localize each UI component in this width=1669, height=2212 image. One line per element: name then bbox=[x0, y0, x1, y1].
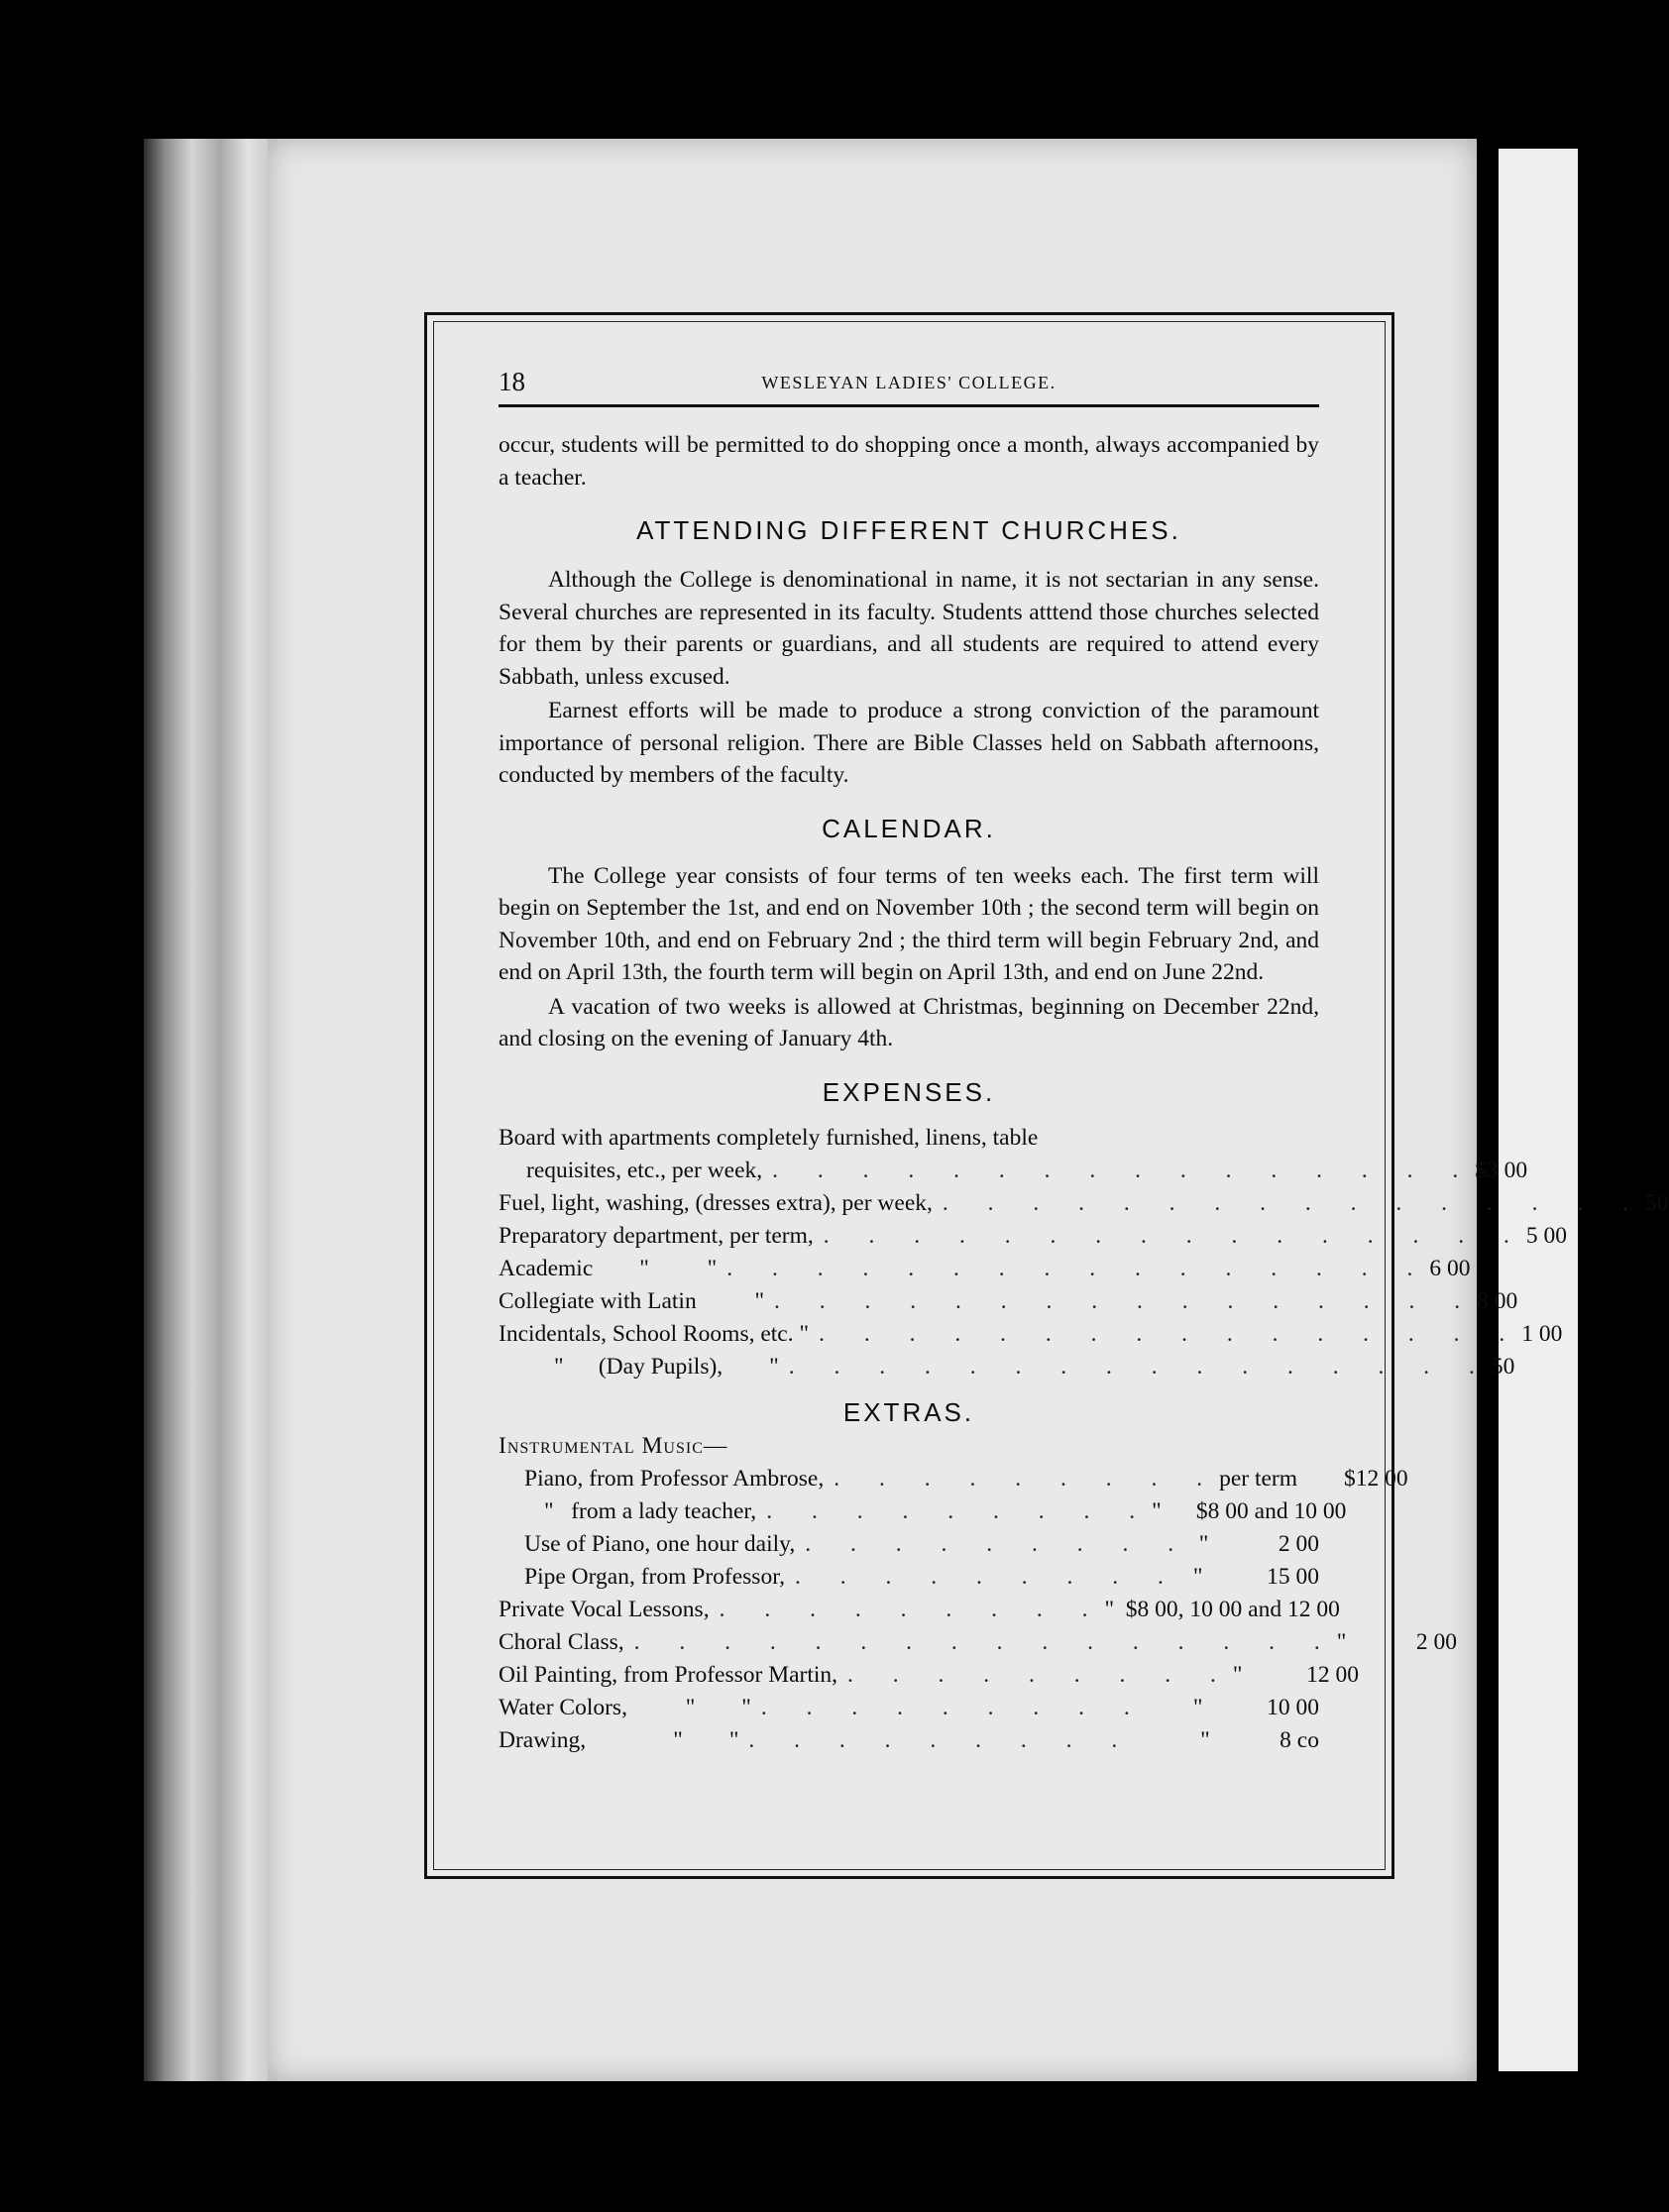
book-spine-edge bbox=[144, 139, 282, 2081]
dot-leader: . . . . . . . . . bbox=[748, 1726, 1135, 1753]
expense-row bbox=[499, 1351, 1515, 1383]
extras-label: " from a lady teacher, bbox=[544, 1497, 757, 1524]
extras-heading: EXTRAS. bbox=[842, 1396, 975, 1427]
expense-price: 50 bbox=[1491, 1353, 1515, 1380]
extras-price: per term $12 00 bbox=[1219, 1465, 1408, 1492]
expense-price: 50 bbox=[1645, 1189, 1669, 1216]
expense-label: Board with apartments completely furnished, linens, table bbox=[499, 1124, 1039, 1151]
expenses-heading: EXPENSES. bbox=[822, 1076, 996, 1107]
extras-label: Piano, from Professor Ambrose, bbox=[524, 1465, 825, 1492]
extras-label: Choral Class, bbox=[499, 1628, 624, 1655]
dot-leader: . . . . . . . . . bbox=[805, 1530, 1191, 1557]
dot-leader: . . . . . . . . . bbox=[760, 1694, 1147, 1720]
extras-subheading: Instrumental Music— bbox=[499, 1432, 728, 1459]
dot-leader: . . . . . . . . . bbox=[834, 1465, 1220, 1492]
extras-row bbox=[499, 1594, 1340, 1626]
adjacent-page-edge bbox=[1499, 149, 1578, 2071]
expense-row bbox=[499, 1318, 1563, 1351]
extras-price: " 8 co bbox=[1200, 1726, 1319, 1753]
calendar-paragraph-2: A vacation of two weeks is allowed at Christmas, beginning on December 22nd, and closing on the evening of January 4th. bbox=[499, 993, 1319, 1051]
expense-label: Preparatory department, per term, bbox=[499, 1222, 814, 1249]
extras-price: " 2 00 bbox=[1336, 1628, 1457, 1655]
page-border-frame bbox=[424, 312, 1669, 1879]
expense-row bbox=[499, 1253, 1471, 1285]
dot-leader: . . . . . . . . . . . . . . . . bbox=[788, 1353, 1492, 1380]
churches-heading: ATTENDING DIFFERENT CHURCHES. bbox=[636, 515, 1181, 545]
dot-leader: . . . . . . . . . bbox=[794, 1563, 1180, 1590]
expense-row bbox=[499, 1285, 1518, 1318]
expense-row bbox=[499, 1187, 1669, 1220]
expense-label: Collegiate with Latin " bbox=[499, 1287, 765, 1314]
churches-paragraph-2: Earnest efforts will be made to produce a strong conviction of the paramount importance of personal religion. There are Bible Classes held on Sabbath afternoons, conducted by members of the faculty. bbox=[499, 698, 1319, 788]
extras-label: Private Vocal Lessons, bbox=[499, 1596, 710, 1622]
expense-row bbox=[499, 1220, 1568, 1253]
expense-price: $3 00 bbox=[1475, 1157, 1528, 1183]
extras-row bbox=[499, 1463, 1408, 1495]
expense-price: 6 00 bbox=[1429, 1255, 1471, 1281]
extras-price: " 10 00 bbox=[1192, 1694, 1319, 1720]
dot-leader: . . . . . . . . . bbox=[719, 1596, 1105, 1622]
extras-price: " 12 00 bbox=[1232, 1661, 1359, 1688]
expense-row bbox=[499, 1155, 1528, 1187]
extras-row bbox=[499, 1724, 1319, 1757]
dot-leader: . . . . . . . . . . . . . . . . bbox=[823, 1222, 1526, 1249]
page-header bbox=[499, 347, 1319, 407]
dot-leader: . . . . . . . . . . . . . . . . bbox=[819, 1320, 1522, 1347]
expense-label: Fuel, light, washing, (dresses extra), per week, bbox=[499, 1189, 933, 1216]
extras-row bbox=[499, 1528, 1319, 1561]
expense-label: requisites, etc., per week, bbox=[526, 1157, 763, 1183]
churches-paragraph-1: Although the College is denominational in name, it is not sectarian in any sense. Several churches are represented in its faculty. Students atttend those churches selected for them by their parents or guardians, and all students are required to attend every Sabbath, unless excused. bbox=[499, 567, 1319, 690]
extras-row bbox=[499, 1626, 1457, 1659]
running-title: WESLEYAN LADIES' COLLEGE. bbox=[761, 373, 1057, 392]
dot-leader: . . . . . . . . . . . . . . . . bbox=[942, 1189, 1646, 1216]
expenses-board-line bbox=[499, 1122, 1319, 1155]
calendar-paragraph-1: The College year consists of four terms of ten weeks each. The first term will begin on September the 1st, and end on November 10th ; the second term will begin on November 10th, and end on February 2nd ; the third term will begin February 2nd, and end on April 13th, the fourth term will begin on April 13th, and end on June 22nd. bbox=[499, 862, 1319, 985]
expense-price: 1 00 bbox=[1521, 1320, 1563, 1347]
extras-label: Use of Piano, one hour daily, bbox=[524, 1530, 796, 1557]
expense-price: 5 00 bbox=[1525, 1222, 1568, 1249]
extras-row bbox=[499, 1659, 1359, 1692]
extras-label: Pipe Organ, from Professor, bbox=[524, 1563, 785, 1590]
extras-price: " 2 00 bbox=[1198, 1530, 1319, 1557]
dot-leader: . . . . . . . . . . . . . . . . bbox=[772, 1157, 1476, 1183]
expense-label: Academic " " bbox=[499, 1255, 718, 1281]
page-number: 18 bbox=[499, 367, 525, 396]
intro-paragraph: occur, students will be permitted to do shopping once a month, always accompanied by a teacher. bbox=[499, 432, 1319, 491]
extras-label: Water Colors, " " bbox=[499, 1694, 751, 1720]
dot-leader: . . . . . . . . . . . . . . . . bbox=[774, 1287, 1478, 1314]
dot-leader: . . . . . . . . . . . . . . . . bbox=[726, 1255, 1430, 1281]
extras-price: " $8 00, 10 00 and 12 00 bbox=[1104, 1596, 1340, 1622]
extras-label: Drawing, " " bbox=[499, 1726, 739, 1753]
extras-row bbox=[499, 1495, 1347, 1528]
extras-price: " 15 00 bbox=[1192, 1563, 1319, 1590]
extras-label: Oil Painting, from Professor Martin, bbox=[499, 1661, 838, 1688]
expense-price: 8 00 bbox=[1477, 1287, 1518, 1314]
dot-leader: . . . . . . . . . bbox=[847, 1661, 1233, 1688]
expense-label: " (Day Pupils), " bbox=[554, 1353, 779, 1380]
dot-leader: . . . . . . . . . . . . . . . . bbox=[633, 1628, 1337, 1655]
page-content bbox=[499, 347, 1669, 1757]
dot-leader: . . . . . . . . . bbox=[766, 1497, 1153, 1524]
extras-price: " $8 00 and 10 00 bbox=[1152, 1497, 1347, 1524]
expense-label: Incidentals, School Rooms, etc. " bbox=[499, 1320, 810, 1347]
extras-row bbox=[499, 1561, 1319, 1594]
extras-row bbox=[499, 1692, 1319, 1724]
calendar-heading: CALENDAR. bbox=[822, 813, 996, 843]
